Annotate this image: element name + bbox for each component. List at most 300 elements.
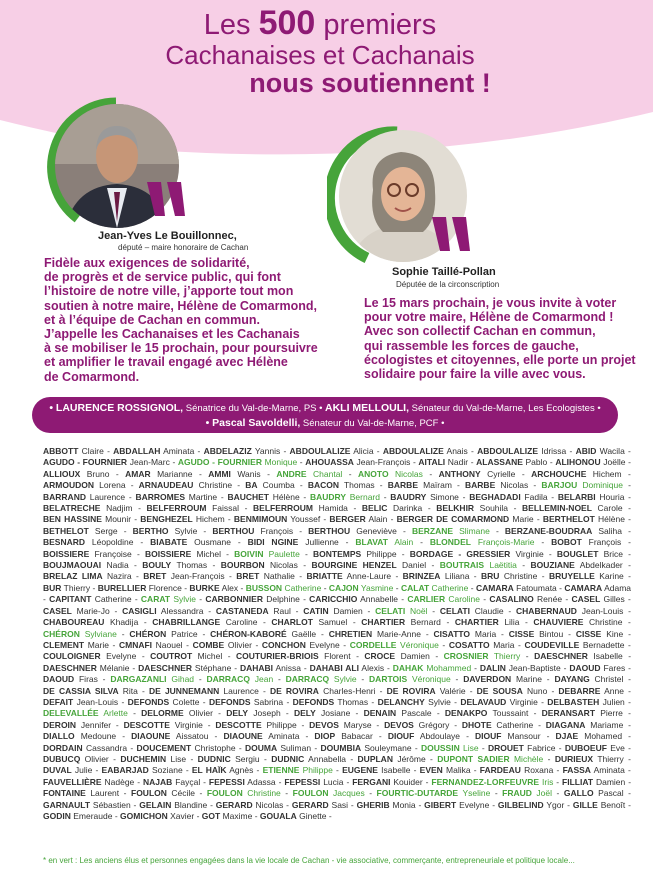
supporter-last-name: BENGHEZEL — [140, 514, 193, 525]
supporter-first-name: Faissal — [212, 503, 240, 514]
supporter-last-name: DOUMA — [244, 742, 278, 753]
supporter-entry — [215, 720, 296, 730]
supporter-first-name: Aminata — [268, 731, 300, 742]
supporter-entry — [209, 777, 276, 787]
supporter-entry — [43, 674, 98, 684]
supporter-entry — [122, 606, 203, 616]
supporter-entry — [141, 708, 213, 718]
supporter-entry — [310, 492, 380, 502]
supporter-last-name: FILLIAT — [562, 776, 594, 787]
supporter-last-name: ABDOULALIZE — [477, 446, 539, 456]
supporter-entry — [533, 617, 622, 627]
supporter-entry — [143, 571, 224, 581]
supporter-last-name: DELAVAUD — [460, 696, 507, 707]
supporter-entry — [43, 446, 104, 456]
supporter-first-name: Jullienne — [305, 537, 339, 548]
supporter-first-name: Nadège — [104, 776, 135, 787]
supporter-last-name: ALIHONOU — [555, 457, 601, 468]
supporter-last-name: ABDALLAH — [113, 446, 161, 456]
supporter-first-name: Slimane — [459, 525, 490, 536]
supporter-first-name: Bintou — [539, 628, 564, 639]
supporter-first-name: Philippe — [302, 765, 333, 776]
supporter-last-name: FEPESSI — [208, 776, 245, 787]
supporter-entry — [541, 480, 623, 490]
supporter-entry — [421, 743, 479, 753]
supporter-last-name: BARBE — [387, 480, 418, 491]
supporter-last-name: BA — [245, 480, 258, 491]
supporter-entry — [129, 629, 197, 639]
supporter-last-name: GOT — [201, 811, 221, 821]
supporter-last-name: AGUDO - FOURNIER — [177, 457, 262, 468]
supporter-first-name: Annabelle — [360, 594, 398, 605]
supporter-first-name: Evelyne — [106, 651, 137, 662]
supporter-entry — [178, 457, 297, 467]
supporter-first-name: Arlette — [103, 708, 128, 719]
supporter-first-name: Darinka — [393, 503, 423, 514]
supporter-first-name: Anne-Laure — [346, 571, 392, 582]
supporter-entry — [142, 560, 207, 570]
supporter-last-name: CLEMENT — [43, 639, 85, 650]
supporter-first-name: Jean — [254, 674, 274, 685]
supporter-entry — [43, 469, 109, 479]
supporter-first-name: Malika — [446, 765, 471, 776]
supporter-first-name: Virginie — [515, 548, 544, 559]
supporter-last-name: ABDOULALIZE — [289, 446, 351, 456]
supporter-last-name: CMNAFI — [118, 639, 153, 650]
supporter-last-name: DELBASTEH — [547, 696, 600, 707]
supporter-last-name: BELFERROUM — [146, 503, 207, 514]
supporter-entry — [530, 560, 622, 570]
supporter-last-name: DAOUD — [43, 674, 75, 685]
supporter-entry — [424, 800, 489, 810]
supporter-last-name: BIDI NGINE — [247, 537, 299, 548]
supporter-first-name: Thomas — [343, 480, 375, 491]
supporter-entry — [43, 640, 109, 650]
supporter-last-name: DE JUNNEMANN — [149, 685, 220, 696]
supporter-last-name: FONTAINE — [43, 788, 86, 799]
supporter-entry — [210, 629, 316, 639]
supporter-entry — [43, 708, 128, 718]
supporter-last-name: DUPONT SADIER — [437, 753, 510, 764]
supporter-entry — [290, 446, 374, 456]
supporter-entry — [434, 629, 497, 639]
supporter-entry — [192, 765, 254, 775]
supporter-last-name: BESNARD — [43, 537, 86, 548]
supporter-entry — [477, 686, 548, 696]
supporter-first-name: Thomas — [337, 696, 369, 707]
supporter-last-name: GELAIN — [139, 799, 172, 810]
supporter-entry — [465, 480, 528, 490]
supporter-entry — [43, 743, 127, 753]
supporter-entry — [436, 503, 508, 513]
supporter-last-name: CISSE — [508, 628, 535, 639]
supporter-entry — [292, 800, 348, 810]
supporter-first-name: Aminata — [163, 446, 195, 456]
supporter-first-name: Evelyne — [309, 639, 340, 650]
supporter-last-name: BERTHOU — [308, 525, 351, 536]
supporter-first-name: Christophe — [194, 742, 236, 753]
supporter-last-name: CASIGLI — [122, 605, 157, 616]
supporter-first-name: Raul — [273, 605, 291, 616]
supporter-last-name: DUBUCQ — [43, 753, 81, 764]
supporter-last-name: CAPITANT — [49, 594, 92, 605]
supporter2-role: Députée de la circonscription — [396, 280, 500, 289]
supporter-first-name: Joëlle — [603, 457, 626, 468]
supporter-first-name: Marie — [512, 514, 534, 525]
supporter-first-name: Lorena — [99, 480, 126, 491]
supporter-first-name: Yasmine — [360, 582, 394, 593]
supporter-first-name: Laurent — [90, 788, 120, 799]
supporter-entry — [43, 731, 116, 741]
supporter-first-name: Marie — [87, 639, 109, 650]
supporter-entry — [383, 446, 468, 456]
supporter-last-name: FERNANDEZ-LORFEUVRE — [431, 776, 540, 787]
supporter-first-name: Léopoldine — [91, 537, 134, 548]
supporter-entry — [393, 663, 472, 673]
supporter-entry — [358, 469, 423, 479]
supporter-entry — [307, 571, 392, 581]
supporter-last-name: DIAOUNE — [131, 731, 171, 742]
supporter-last-name: FOURTIC-DUTARDE — [376, 788, 459, 799]
supporter-entry — [209, 697, 283, 707]
supporter-entry — [342, 765, 410, 775]
supporter-first-name: François — [260, 525, 294, 536]
supporter-first-name: Fayçal — [175, 776, 201, 787]
supporter-entry — [377, 788, 491, 798]
supporter-entry — [431, 777, 553, 787]
supporter-first-name: Abdoulaye — [419, 731, 461, 742]
supporter-first-name: Alicia — [353, 446, 374, 456]
supporter-entry — [43, 754, 109, 764]
supporter-entry — [320, 743, 411, 753]
supporter-first-name: Hichem — [195, 514, 225, 525]
supporter-entry — [193, 640, 252, 650]
supporter-entry — [212, 526, 293, 536]
supporter-last-name: DAYANG — [554, 674, 590, 685]
supporter-entry — [469, 492, 547, 502]
supporter-last-name: DIOUF — [474, 731, 502, 742]
supporter-entry — [43, 549, 132, 559]
supporter-last-name: DENAKPO — [444, 708, 488, 719]
supporter-first-name: Wanis — [237, 468, 261, 479]
supporter-last-name: ARNAUDEAU — [138, 480, 194, 491]
supporter-first-name: Mélanie — [99, 662, 130, 673]
supporter-entry — [236, 571, 295, 581]
supporter-last-name: BOURBON — [220, 560, 265, 571]
supporter-first-name: Ginette — [299, 811, 327, 821]
supporter-last-name: BRINZEA — [402, 571, 441, 582]
supporter-entry — [384, 720, 449, 730]
supporter-entry — [43, 697, 118, 707]
supporter-entry — [412, 526, 490, 536]
supporter-first-name: Delphine — [266, 594, 300, 605]
supporter-last-name: DAVERDON — [463, 674, 512, 685]
supporter-last-name: BUSSON — [245, 582, 283, 593]
supporter-entry — [505, 526, 622, 536]
supporter-last-name: DAESCHNER — [534, 651, 588, 662]
supporter-last-name: CHABOUREAU — [43, 617, 105, 628]
supporter-last-name: FOULON — [292, 788, 329, 799]
supporter-first-name: Philippe — [366, 548, 397, 559]
supporter-first-name: Anais — [446, 446, 468, 456]
supporter-first-name: Ygor — [546, 799, 565, 810]
supporter-last-name: CASEL — [43, 605, 72, 616]
supporter-last-name: BURKE — [189, 582, 220, 593]
supporter-entry — [310, 663, 384, 673]
supporter-last-name: BELLEMIN-NOEL — [522, 503, 592, 514]
supporter-first-name: Mohammed — [426, 662, 472, 673]
supporter-first-name: Carole — [597, 503, 623, 514]
supporter-entry — [216, 606, 291, 616]
supporter-first-name: Fatoumata — [516, 582, 557, 593]
supporter-first-name: Florent — [324, 651, 351, 662]
supporter-first-name: Isabelle — [593, 651, 623, 662]
supporter-last-name: BURELLIER — [97, 582, 147, 593]
supporter-last-name: DAESCHNER — [43, 662, 97, 673]
supporter-entry — [141, 594, 196, 604]
supporter-last-name: DAOUD — [569, 662, 601, 673]
supporter-first-name: Maxime — [222, 811, 253, 821]
supporter-first-name: Sabrina — [253, 696, 284, 707]
supporter-last-name: EL HAÏK — [191, 765, 227, 776]
supporter-entry — [502, 788, 552, 798]
supporter-entry — [43, 537, 134, 547]
supporter-last-name: ABBOTT — [43, 446, 79, 456]
supporter-first-name: Colette — [172, 696, 200, 707]
supporter-first-name: Simone — [430, 491, 459, 502]
supporter-first-name: Aminata — [593, 765, 625, 776]
supporter-last-name: DROUET — [487, 742, 524, 753]
supporter-first-name: Lise — [170, 753, 187, 764]
supporter-entry — [542, 708, 623, 718]
supporter-last-name: DJAE — [555, 731, 579, 742]
supporter-first-name: Damien — [595, 776, 626, 787]
supporter-last-name: AGUDO - FOURNIER — [43, 457, 128, 468]
supporter-first-name: Xavier — [170, 811, 195, 821]
supporter-first-name: Michel — [197, 651, 223, 662]
supporter-entry — [204, 446, 281, 456]
supporter-last-name: BOUTRAIS — [439, 560, 485, 571]
supporter-first-name: Naouel — [155, 639, 183, 650]
supporter-entry — [475, 731, 541, 741]
supporter-last-name: DEFONDS — [292, 696, 335, 707]
supporter-last-name: BERTHO — [132, 525, 169, 536]
supporter-entry — [147, 503, 240, 513]
supporter-last-name: FOULON — [206, 788, 243, 799]
supporter-last-name: DEFONDS — [127, 696, 170, 707]
supporter-entry — [43, 457, 170, 467]
supporter-entry — [308, 480, 375, 490]
supporter-first-name: Pablo — [525, 457, 548, 468]
supporter-entry — [189, 583, 238, 593]
supporter-last-name: BEN HASSINE — [43, 514, 102, 525]
supporter-last-name: GILBELIND — [497, 799, 544, 810]
supporter-last-name: EUGENE — [342, 765, 378, 776]
supporter-last-name: BAUDRY — [390, 491, 427, 502]
supporter-first-name: Youssef — [290, 514, 321, 525]
supporter-last-name: COULOIGNER — [43, 651, 101, 662]
supporter-last-name: COMBE — [192, 639, 225, 650]
supporter-first-name: Claire — [81, 446, 104, 456]
supporter-first-name: Annabella — [308, 753, 346, 764]
supporter-entry — [445, 708, 529, 718]
supporter-entry — [131, 788, 195, 798]
supporter-entry — [358, 754, 426, 764]
supporter-last-name: CASALINO — [489, 594, 534, 605]
supporter-last-name: BOISSIERE — [43, 548, 90, 559]
supporter-last-name: FASSA — [562, 765, 591, 776]
supporter-entry — [314, 731, 373, 741]
supporter-last-name: GERARD — [215, 799, 253, 810]
supporter-entry — [522, 503, 623, 513]
supporter-first-name: Brice — [603, 548, 623, 559]
supporter-first-name: Lucia — [323, 776, 344, 787]
supporter-first-name: Marie-Jo — [76, 605, 110, 616]
supporter-last-name: CHABERNAUD — [516, 605, 577, 616]
supporter-entry — [120, 811, 194, 821]
supporter-entry — [555, 457, 625, 467]
supporter-entry — [221, 560, 298, 570]
supporter-last-name: CHÉRON — [43, 628, 80, 639]
supporter-last-name: BELATRECHE — [43, 503, 101, 514]
supporter-last-name: GOMICHON — [120, 811, 168, 821]
supporter-entry — [516, 606, 623, 616]
supporters-list: ABBOTT Claire - ABDALLAH Aminata - ABDELAZIZ Yannis - ABDOULALIZE Alicia - ABDOULALIZE Anais - ABDOULALIZE Idrissa - ABID Wacila - AGUDO - FOURNIER Jean-Marc - AGUDO - FOURNIER Monique - AHOUASSA Jean-François - AITALI Nadir - ALASSANE Pablo - ALIHONOU Joëlle - ALLIOUX Bruno - AMAR Marianne - AMMI Wanis - ANDRE Chantal - ANOTO Nicolas - ANTHONY Cyrielle - ARCHOUCHE Hichem - ARMOUDON Lorena - ARNAUDEAU Christine - BA Coumba - BACON Thomas - BARBE Maïram - BARBE Nicolas - BARJOU Dominique - BARRAND Laurence - BARROMES Martine - BAUCHET Hélène - BAUDRY Bernard - BAUDRY Simone - BEGHADADI Fadila - BELARBI Houria - BELATRECHE Nadjim - BELFERROUM Faissal - BELFERROUM Hamida - BELIC Darinka - BELKHIR Souhila - BELLEMIN-NOEL Carole - BEN HASSINE Mounir - BENGHEZEL Hichem - BENMIMOUN Youssef - BERGER Alain - BERGER DE COMARMOND Marie - BERTHELOT Hélène - BETHELOT Serge - BERTHO Sylvie - BERTHOU François - BERTHOU Geneviève - BERZANE Slimane - BERZANE-BOUDRAA Saliha - BESNARD Léopoldine - BIABATE Ousmane - BIDI NGINE Jullienne - BLAVAT Alain - BLONDEL François-Marie - BOBOT François - BOISSIERE Françoise - BOISSIERE Michel - BOIVIN Paulette - BONTEMPS Philippe - BORDAGE - GRESSIER Virginie - BOUGLET Brice - BOUJMAOUAI Nadia - BOULY Thomas - BOURBON Nicolas - BOURGINE HENZEL Daniel - BOUTRAIS Laëtitia - BOUZIANE Abdelkader - BRELAZ LIMA Nazira - BRET Jean-François - BRET Nathalie - BRIATTE Anne-Laure - BRINZEA Liliana - BRU Christine - BRUYELLE Karine - BUR Thierry - BURELLIER Florence - BURKE Alex - BUSSON Catherine - CAJON Yasmine - CALAT Catherine - CAMARA Fatoumata - CAMARA Adama - CAPITANT Catherine - CARAT Sylvie - CARBONNIER Delphine - CARICCHIO Annabelle - CARLIER Caroline - CASALINO Renée - CASEL Gilles - CASEL Marie-Jo - CASIGLI Alessandra - CASTANEDA Raul - CATIN Damien - CELATI Noël - CELATI Claudie - CHABERNAUD Jean-Louis - CHABOUREAU Khadija - CHABRILLANGE Caroline - CHARLOT Samuel - CHARTIER Bernard - CHARTIER Lilia - CHAUVIERE Christine - CHÉRON Sylviane - CHÉRON Patrice - CHÉRON-KABORÉ Gaëlle - CHRETIEN Marie-Anne - CISATTO Maria - CISSE Bintou - CISSE Kine - CLEMENT Marie - CMNAFI Naouel - COMBE Olivier - CONCHON Evelyne - CORDELLE Véronique - COSATTO Maria - COUDEVILLE Bernadette - COULOIGNER Evelyne - COUTROT Michel - COUTURIER-BRIOIS Florent - CROCE Damien - CROSNIER Thierry - DAESCHNER Isabelle - DAESCHNER Mélanie - DAESCHNER Stéphane - DAHABI Anissa - DAHABI ALI Alexis - DAHAK Mohammed - DALIN Jean-Baptiste - DAOUD Fares - DAOUD Firas - DARGAZANLI Gihad - DARRACQ Jean - DARRACQ Sylvie - DARTOIS Véronique - DAVERDON Marine - DAYANG Christel - DE CASSIA SILVA Rita - DE JUNNEMANN Laurence - DE ROVIRA Charles-Henri - DE ROVIRA Valérie - DE SOUSA Nuno - DEBARRE Anne - DEFAIT Jean-Louis - DEFONDS Colette - DEFONDS Sabrina - DEFONDS Thomas - DELANCHY Sylvie - DELAVAUD Virginie - DELBASTEH Julien - DELEVALLÉE Arlette - DELORME Olivier - DELY Joseph - DELY Josiane - DENAIN Pascale - DENAKPO Toussaint - DERANSART Pierre - DEROIN Jennifer - DESCOTTE Virginie - DESCOTTE Philippe - DEVOS Maryse - DEVOS Grégory - DHOTE Catherine - DIAGANA Mariame - DIALLO Medoune - DIAOUNE Aissatou - DIAOUNE Aminata - DIOP Babacar - DIOUF Abdoulaye - DIOUF Mansour - DJAE Mohamed - DORDAIN Cassandra - DOUCEMENT Christophe - DOUMA Suliman - DOUMBIA Souleymane - DOUSSIN Lise - DROUET Fabrice - DUBOEUF Eve - DUBUCQ Olivier - DUCHEMIN Lise - DUDNIC Sergiu - DUDNIC Annabella - DUPLAN Jérôme - DUPONT SADIER Michèle - DURIEUX Thierry - DUVAL Julie - EABARJAD Soziane - EL HAÏK Agnès - ETIENNE Philippe - EUGENE Isabelle - EVEN Malika - FARDEAU Roxana - FASSA Aminata - FAUVELLIÈRE Nadège - NAJAB Fayçal - FEPESSI Adassa - FEPESSI Lucia - FERGANI Kouider - FERNANDEZ-LORFEUVRE Iris - FILLIAT Damien - FONTAINE Laurent - FOULON Cécile - FOULON Christine - FOULON Jacques - FOURTIC-DUTARDE Yseline - FRAUD Joël - GALLO Pascal - GARNAULT Sébastien - GELAIN Blandine - GERARD Nicolas - GERARD Sasi - GHERIB Monia - GIBERT Evelyne - GILBELIND Ygor - GILLE Benoît - GODIN Emeraude - GOMICHON Xavier - GOT Maxime - GOUALA Ginette - — [43, 446, 632, 821]
supporter-entry — [557, 549, 623, 559]
supporter-entry — [352, 777, 423, 787]
supporter-last-name: CHÉRON — [129, 628, 167, 639]
supporter-entry — [573, 800, 625, 810]
supporter-last-name: BERTHELOT — [542, 514, 595, 525]
supporter-last-name: DIALLO — [43, 731, 75, 742]
supporter-first-name: Marie-Anne — [377, 628, 421, 639]
supporter-entry — [440, 606, 504, 616]
supporter-entry — [43, 560, 129, 570]
supporter-entry — [248, 537, 339, 547]
supporter2-quote: Le 15 mars prochain, je vous invite à voter pour votre maire, Hélène de Comarmond ! Avec son collectif Cachan en commun, qui rassemble les forces de gauche, écologistes et citoyennes, elle porte un projet solidaire pour faire la ville avec vous. — [364, 296, 636, 382]
supporter-last-name: DUDNIC — [197, 753, 231, 764]
supporter-first-name: Lilia — [504, 617, 520, 628]
supporter-entry — [357, 800, 416, 810]
supporter-entry — [364, 651, 429, 661]
supporter-first-name: Aissatou — [175, 731, 209, 742]
supporter-last-name: BRU — [481, 571, 500, 582]
supporter-entry — [551, 537, 621, 547]
supporter-last-name: FERGANI — [352, 776, 391, 787]
supporter-first-name: Blandine — [174, 799, 208, 810]
supporter-last-name: DUDNIC — [271, 753, 305, 764]
supporter-entry — [240, 663, 301, 673]
supporter-last-name: DALIN — [479, 662, 506, 673]
supporter-entry — [245, 480, 295, 490]
supporter-first-name: Maïram — [423, 480, 452, 491]
supporter-last-name: DELY — [226, 708, 249, 719]
supporter-first-name: Evelyne — [459, 799, 490, 810]
supporter1-name: Jean-Yves Le Bouillonnec, — [98, 230, 237, 242]
supporter-first-name: Anissa — [275, 662, 301, 673]
supporter-first-name: Khadija — [109, 617, 139, 628]
supporter-entry — [549, 571, 624, 581]
supporter-last-name: BAUDRY — [309, 491, 347, 502]
supporter1-quote: Fidèle aux exigences de solidarité, de progrès et de service public, qui font l’histoire de notre ville, j’apporte tout mon soutien à notre maire, Hélène de Comarmond, et à l’équipe de Cachan en commun. J’appelle les Cachanaises et les Cachanais à se mobiliser le 15 prochain, pour poursuivre et amplifier le travail engagé avec Hélène de Comarmond. — [44, 256, 318, 384]
supporter-entry — [309, 720, 371, 730]
supporter-last-name: DARRACQ — [285, 674, 330, 685]
supporter-first-name: Nicolas — [500, 480, 529, 491]
supporter-entry — [308, 526, 397, 536]
supporter-first-name: Serge — [94, 525, 118, 536]
supporter-entry — [286, 674, 357, 684]
supporter-last-name: CISATTO — [433, 628, 471, 639]
supporter-first-name: Thomas — [176, 560, 208, 571]
supporter-entry — [102, 765, 183, 775]
supporter-first-name: Bernadette — [582, 639, 625, 650]
supporter-last-name: BOISSIERE — [144, 548, 192, 559]
supporter-entry — [444, 651, 521, 661]
supporter-entry — [556, 731, 623, 741]
supporter-entry — [207, 788, 281, 798]
supporter-entry — [375, 606, 427, 616]
supporter-first-name: Marianne — [157, 468, 193, 479]
supporter-last-name: DUCHEMIN — [120, 753, 167, 764]
supporter-entry — [401, 583, 468, 593]
supporter-first-name: Renée — [537, 594, 563, 605]
supporter-last-name: CARBONNIER — [205, 594, 263, 605]
supporter-entry — [329, 583, 393, 593]
supporter-entry — [223, 731, 299, 741]
supporter-first-name: Josiane — [321, 708, 351, 719]
quote-marks-icon — [145, 180, 189, 218]
supporter-entry — [43, 606, 110, 616]
supporter-entry — [418, 457, 468, 467]
supporter-first-name: Idrissa — [541, 446, 567, 456]
supporter-entry — [43, 765, 92, 775]
supporter-entry — [140, 514, 224, 524]
supporter-last-name: BOUGLET — [556, 548, 599, 559]
supporter-first-name: Laëtitia — [489, 560, 517, 571]
supporter-entry — [271, 754, 346, 764]
supporter-last-name: DEBARRE — [558, 685, 601, 696]
supporter-entry — [43, 629, 117, 639]
supporter-last-name: BLONDEL — [429, 537, 471, 548]
supporter-last-name: DAHAK — [392, 662, 424, 673]
supporter-last-name: CAMARA — [564, 582, 603, 593]
supporter-entry — [460, 697, 538, 707]
supporter-entry — [43, 617, 138, 627]
supporter-first-name: Monique — [264, 457, 298, 468]
supporter-entry — [226, 708, 281, 718]
supporter-last-name: COSATTO — [448, 639, 490, 650]
supporter-entry — [260, 811, 327, 821]
supporter-entry — [234, 549, 300, 559]
supporter-first-name: Bernard — [349, 491, 380, 502]
supporter-first-name: Christine — [198, 480, 233, 491]
supporter-last-name: CONCHON — [261, 639, 306, 650]
supporter-first-name: Caroline — [448, 594, 481, 605]
supporter-last-name: COUDEVILLE — [524, 639, 580, 650]
supporter-first-name: Nicolas — [255, 799, 284, 810]
supporter-entry — [565, 743, 625, 753]
supporter-entry — [124, 720, 203, 730]
supporter-last-name: DIAGANA — [545, 719, 586, 730]
supporter-last-name: CISSE — [575, 628, 602, 639]
supporter-last-name: CELATI — [375, 605, 406, 616]
supporter-entry — [246, 583, 322, 593]
supporter-first-name: Coumba — [262, 480, 295, 491]
supporter-last-name: BARROMES — [135, 491, 186, 502]
supporter-first-name: Mansour — [507, 731, 541, 742]
supporter-first-name: Karine — [599, 571, 624, 582]
supporter-entry — [208, 469, 260, 479]
